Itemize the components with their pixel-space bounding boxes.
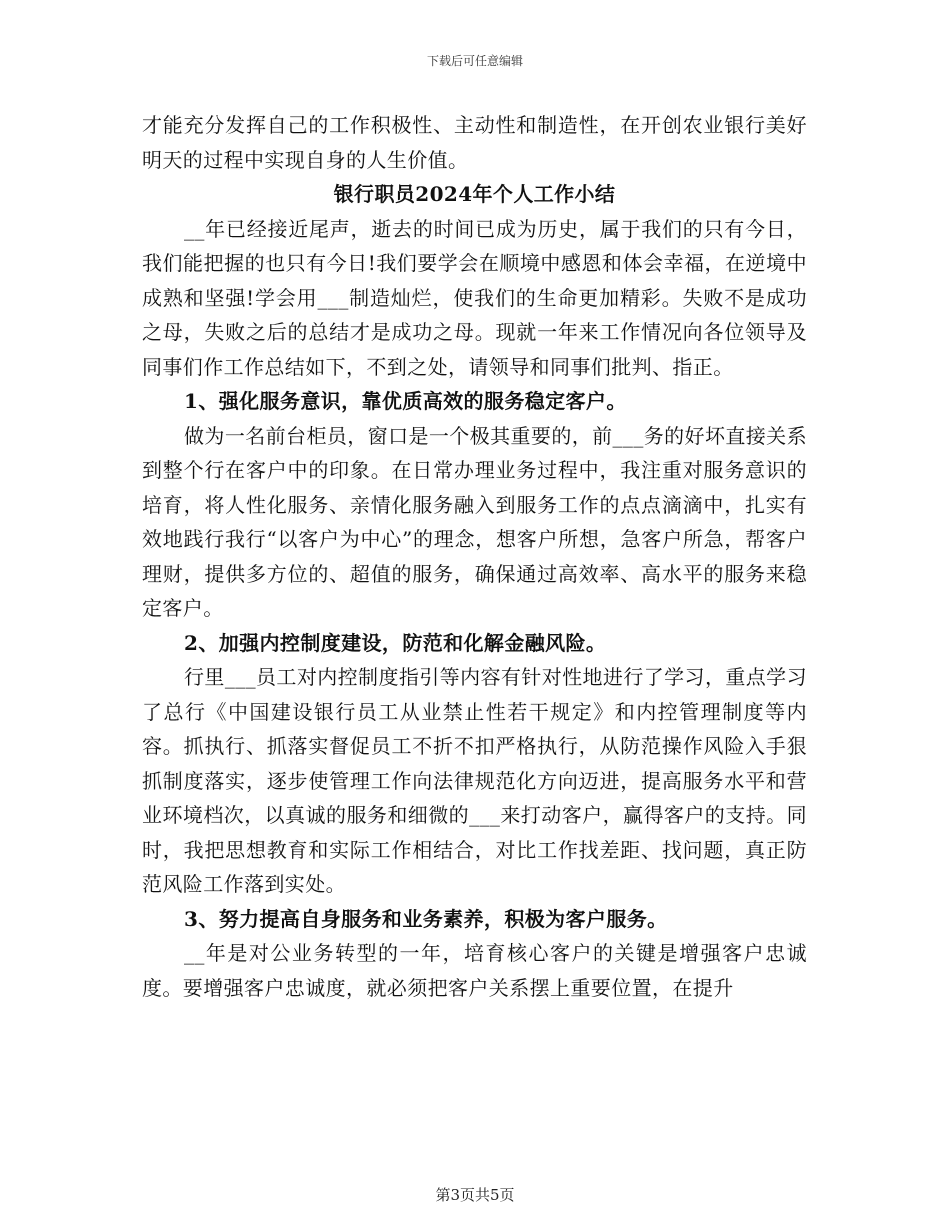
section-heading-2: 2、加强内控制度建设，防范和化解金融风险。 [184,630,607,655]
document-title: 银行职员2024年个人工作小结 [333,182,616,206]
section-body-2: 行里___员工对内控制度指引等内容有针对性地进行了学习，重点学习了总行《中国建设银行员工从业禁止性若干规定》和内控管理制度等内容。抓执行、抓落实督促员工不折不扣严格执行，从防范操作风险入手狠抓制度落实，逐步使管理工作向法律规范化方向迈进，提高服务水平和营业环境档次，以真诚的服务和细微的___来打动客户，赢得客户的支持。同时，我把思想教育和实际工作相结合，对比工作找差距、找问题，真正防范风险工作落到实处。 [142,665,807,896]
intro-paragraph: __年已经接近尾声，逝去的时间已成为历史，属于我们的只有今日，我们能把握的也只有今日!我们要学会在顺境中感恩和体会幸福，在逆境中成熟和坚强!学会用___制造灿烂，使我们的生命更加精彩。失败不是成功之母，失败之后的总结才是成功之母。现就一年来工作情况向各位领导及同事们作工作总结如下，不到之处，请领导和同事们批判、指正。 [142,216,807,379]
section-heading-3: 3、努力提高自身服务和业务素养，积极为客户服务。 [184,906,668,931]
page-header: 下载后可任意编辑 [426,54,523,68]
continuation-paragraph: 才能充分发挥自己的工作积极性、主动性和制造性，在开创农业银行美好明天的过程中实现自身的人生价值。 [142,113,807,172]
document-body [142,108,807,1005]
section-body-1: 做为一名前台柜员，窗口是一个极其重要的，前___务的好坏直接关系到整个行在客户中的印象。在日常办理业务过程中，我注重对服务意识的培育，将人性化服务、亲情化服务融入到服务工作的点点滴滴中，扎实有效地践行我行“以客户为中心”的理念，想客户所想，急客户所急，帮客户理财，提供多方位的、超值的服务，确保通过高效率、高水平的服务来稳定客户。 [142,423,807,620]
section-heading-1: 1、强化服务意识，靠优质高效的服务稳定客户。 [184,389,627,413]
page-footer: 第3页共5页 [435,1186,515,1204]
section-body-3: __年是对公业务转型的一年，培育核心客户的关键是增强客户忠诚度。要增强客户忠诚度，就必须把客户关系摆上重要位置，在提升 [142,941,807,1000]
